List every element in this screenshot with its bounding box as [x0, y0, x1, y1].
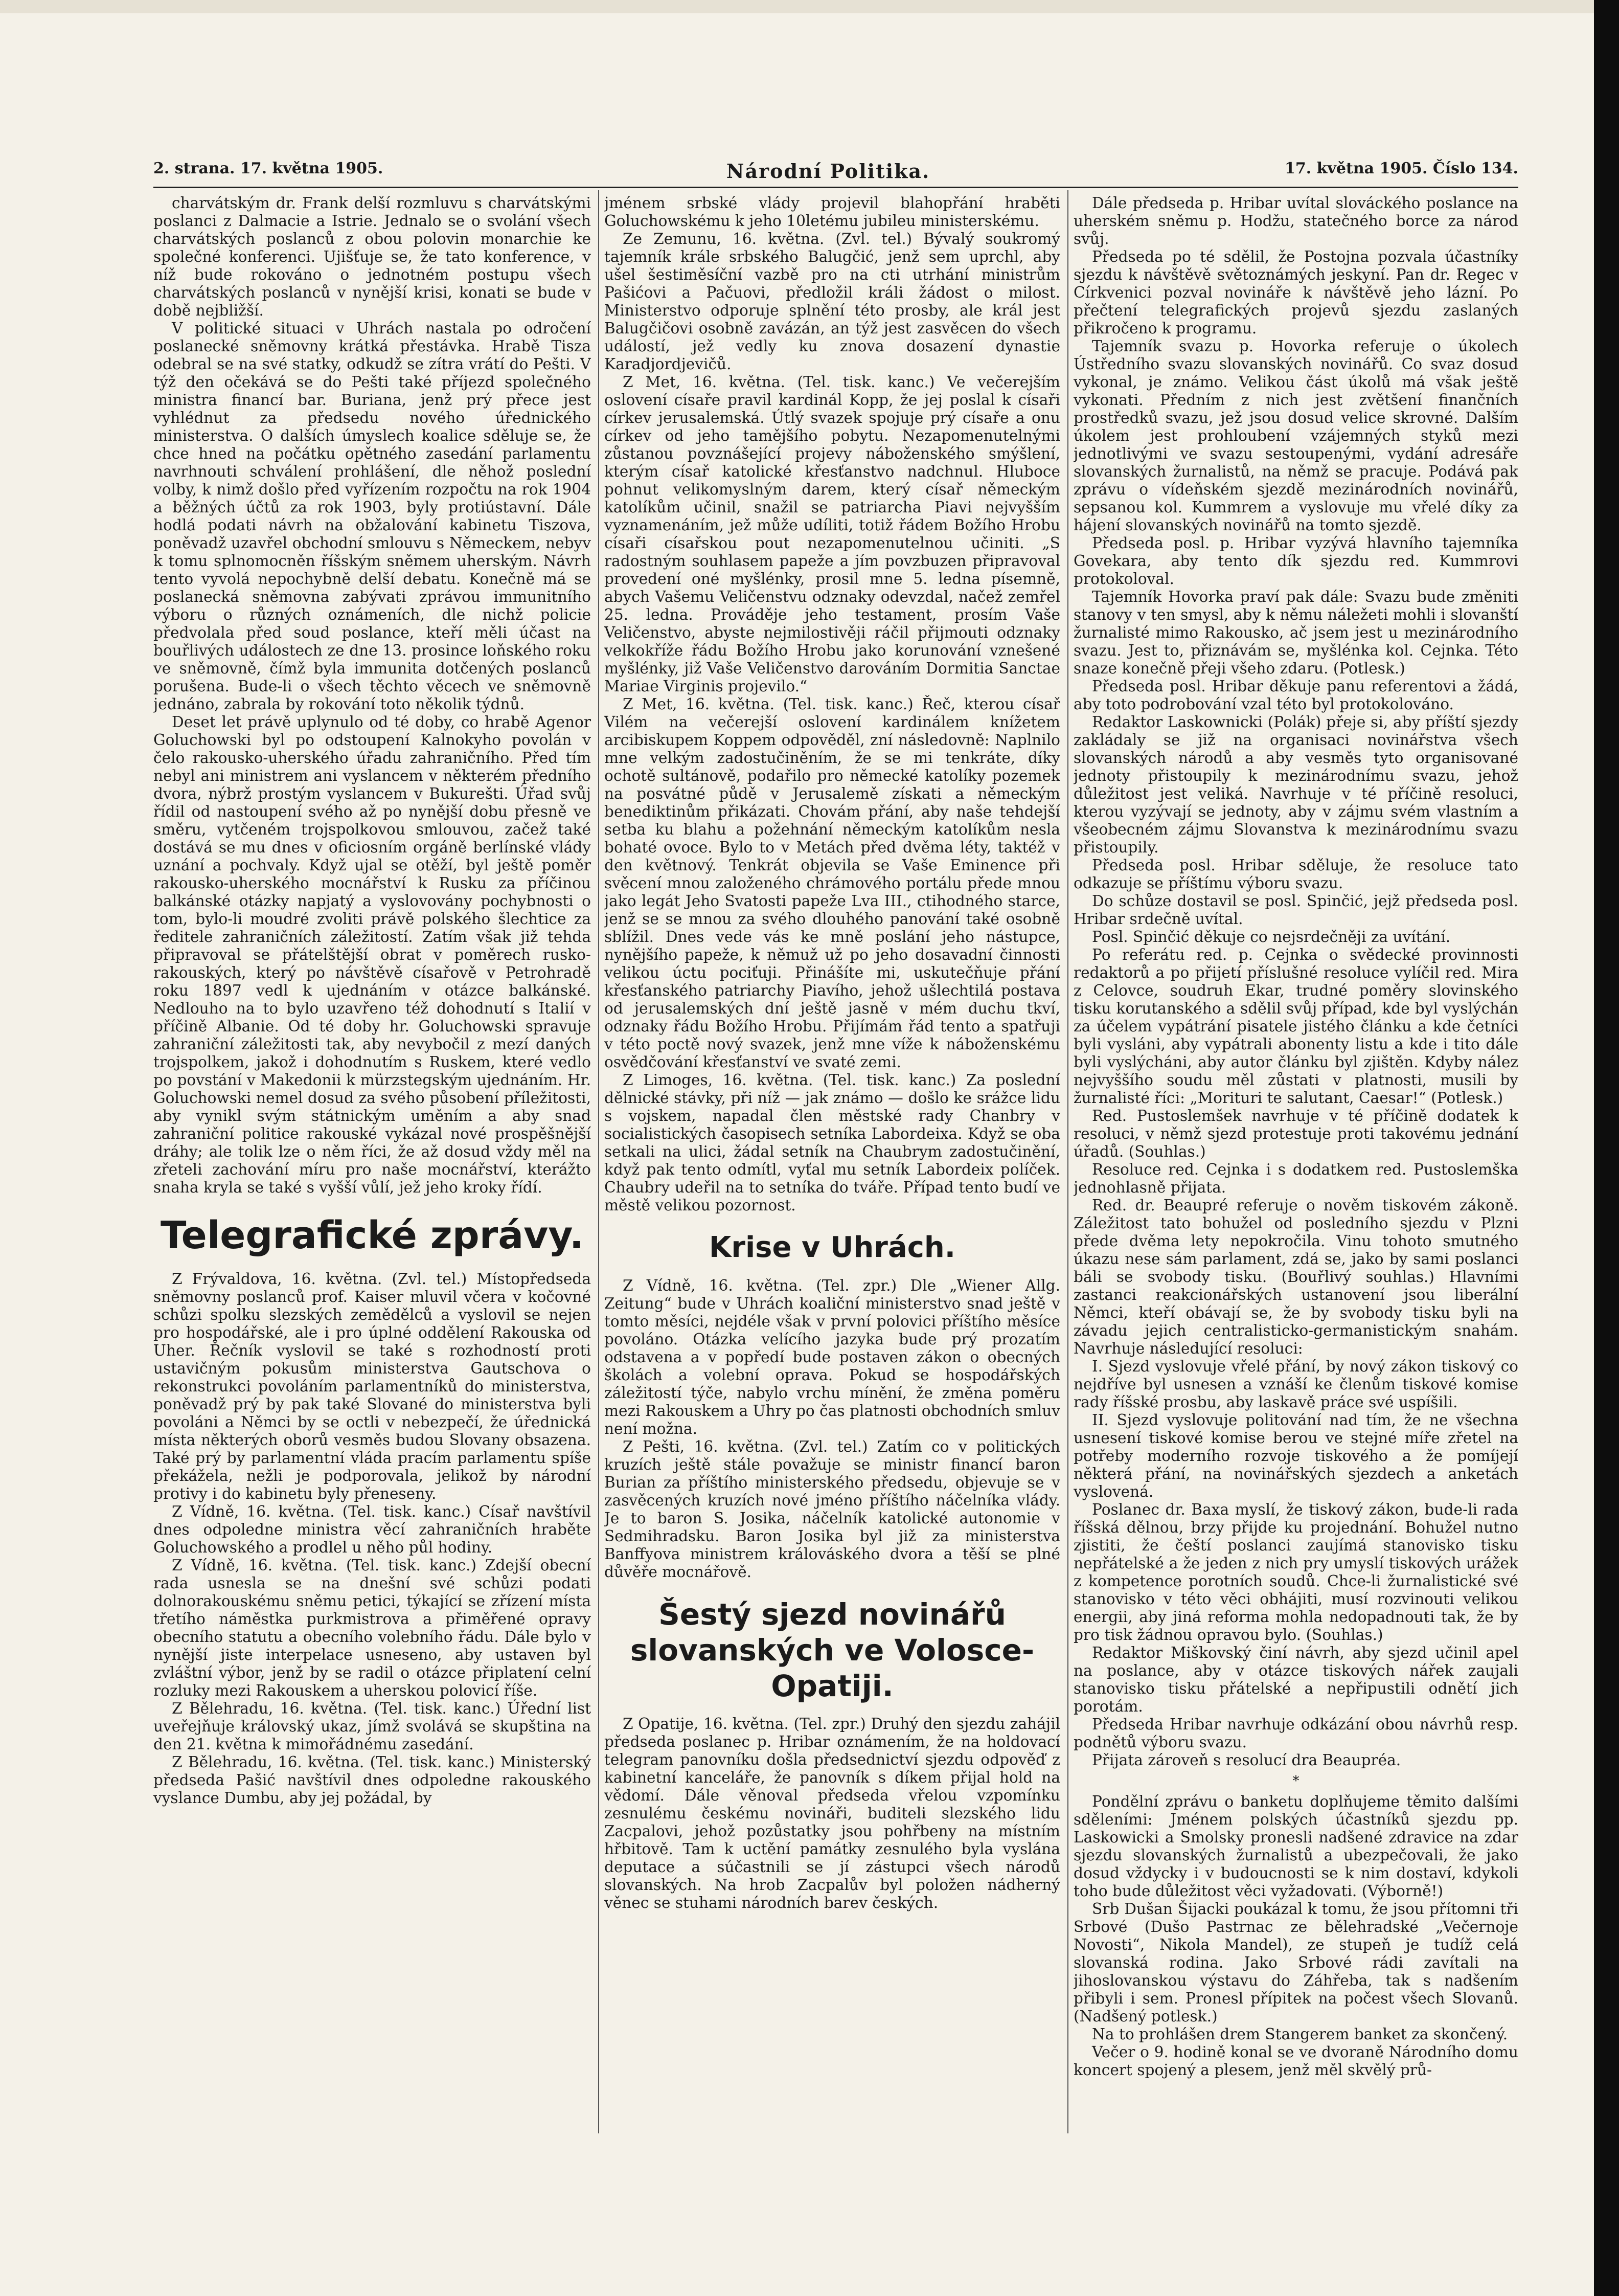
article-paragraph: Resoluce red. Cejnka i s dodatkem red. Pustoslemška jednohlasně přijata.: [1074, 1161, 1518, 1196]
article-paragraph: Předseda posl. Hribar děkuje panu referentovi a žádá, aby toto podrobování vzal této byl protokolováno.: [1074, 678, 1518, 713]
article-paragraph: Deset let právě uplynulo od té doby, co hrabě Agenor Goluchowski byl po odstoupení Kalnokyho povolán v čelo rakousko-uherského úřadu zahraničního. Před tím nebyl ani ministrem ani vyslancem v některém předního dvora, nýbrž prostým vyslancem v Bukurešti. Úřad svůj řídil od nastoupení svého až po nynější dobu přesně ve směru, vytčeném trojspolkovou smlouvou, začež také dostává se mu dnes v oficiosním orgáně berlínské vlády uznání a pochvaly. Když ujal se otěží, byl ještě poměr rakousko-uherského mocnářství k Rusku za příčinou balkánské otázky napjatý a vyslovovány pochybnosti o tom, bylo-li moudré zvoliti právě polského šlechtice za ředitele zahraničních záležitostí. Zatím však již tehda připravoval se přátelštější obrat v poměrech rusko-rakouských, který po návštěvě císařově v Petrohradě roku 1897 vedl k ujednáním v otázce balkánské. Nedlouho na to bylo uzavřeno též dohodnutí s Italií v příčině Albanie. Od té doby hr. Goluchowski spravuje zahraniční záležitosti tak, aby nevybočil z mezí daných trojspolkem, jakož i dohodnutím s Ruskem, které vedlo po povstání v Makedonii k mürzstegským ujednáním. Hr. Goluchowski nemel dosud za svého působení příležitosti, aby vynikl svým státnickým uměním a aby snad zahraniční politice rakouské vykázal nové prospěšnější dráhy; ale tolik lze o něm říci, že až dosud vždy měl na zřeteli zachování míru pro naše mocnářství, kterážto snaha kryla se také s vyšší vůlí, jež jeho kroky řídí.: [153, 713, 591, 1196]
article-paragraph: Předseda posl. Hribar sděluje, že resoluce tato odkazuje se příštímu výboru svazu.: [1074, 857, 1518, 892]
article-paragraph: I. Sjezd vyslovuje vřelé přání, by nový zákon tiskový co nejdříve byl usnesen a vznáší ke členům tiskové komise rady říšské prosbu, aby laskavě práce své uspíšili.: [1074, 1358, 1518, 1411]
column-1: [153, 194, 591, 2132]
article-paragraph: V politické situaci v Uhrách nastala po odročení poslanecké sněmovny krátká přestávka. Hrabě Tisza odebral se na své statky, odkudž se zítra vrátí do Pešti. V týž den očekává se do Pešti také příjezd společného ministra financí bar. Buriana, jenž prý přece jest vyhlédnut za předsedu nového úřednického ministerstva. O dalších úmyslech koalice sděluje se, že chce hned na počátku opětného zasedání parlamentu navrhnouti schválení prohlášení, dle něhož poslední volby, k nimž došlo před vyřízením rozpočtu na rok 1904 a běžných účtů za rok 1903, byly protiústavní. Dále hodlá podati návrh na obžalování kabinetu Tiszova, poněvadž uzavřel obchodní smlouvu s Německem, nebyv k tomu splnomocněn říšským sněmem uherským. Návrh tento vyvolá nepochybně delší debatu. Konečně má se poslanecká sněmovna zabývati zprávou immunitního výboru o různých oznámeních, dle nichž policie předvolala před soud poslance, kteří měli účast na bouřlivých událostech ze dne 13. prosince loňského roku ve sněmovně, čímž byla immunita dotčených poslanců porušena. Bude-li o všech těchto věcech ve sněmovně jednáno, zabrala by rokování toto několik týdnů.: [153, 320, 591, 713]
article-paragraph: jménem srbské vlády projevil blahopřání hraběti Goluchowskému k jeho 10letému jubileu ministerskému.: [604, 194, 1060, 230]
column-rule: [598, 190, 599, 2133]
section-heading: Šestý sjezd novinářů slovanských ve Volosce-Opatiji.: [630, 1597, 1035, 1703]
article-paragraph: Redaktor Miškovský činí návrh, aby sjezd učinil apel na poslance, aby v otázce tiskových nářek zaujali stanovisko tisku přátelské a nepřipustili odnětí jich porotám.: [1074, 1644, 1518, 1715]
section-separator-star: *: [1292, 1773, 1299, 1789]
article-paragraph: Přijata zároveň s resolucí dra Beaupréa.: [1092, 1751, 1401, 1769]
dispatch-paragraph: Z Frývaldova, 16. května. (Zvl. tel.) Místopředseda sněmovny poslanců prof. Kaiser mluvil včera v kočovné schůzi spolku slezských zemědělců a vyslovil se nejen pro hospodářské, ale i pro úplné oddělení Rakouska od Uher. Řečník vyslovil se také s rozhodností proti ustavičným pokusům ministerstva Gautschova o rekonstrukci povoláním parlamentníků do ministerstva, poněvadž prý by pak také Slované do ministerstva byli povoláni a Němci by se octli v nebezpečí, že úřednická místa některých oborů vesměs budou Slovany obsazena. Také prý by parlamentní vláda pracím parlamentu spíše překážela, nežli je podporovala, jelikož by národní protivy i do kabinetu byly přeneseny.: [153, 1270, 591, 1502]
scan-top-edge: [0, 0, 1594, 13]
dispatch-paragraph: Z Vídně, 16. května. (Tel. tisk. kanc.) Zdejší obecní rada usnesla se na dnešní své schůzi podati dolnorakouskému sněmu petici, týkající se zřízení místa třetího náměstka purkmistrova a přiměřené opravy obecního statutu a obecního volebního řádu. Dále bylo v nynější jiste interpelace usneseno, aby ustaven byl zvláštní výbor, jenž by se radil o otázce připlatení celní rozluky mezi Rakouskem a uherskou polovicí říše.: [153, 1557, 591, 1699]
section-heading: Telegrafické zprávy.: [161, 1213, 584, 1257]
dispatch-paragraph: Z Bělehradu, 16. května. (Tel. tisk. kanc.) Ministerský předseda Pašić navštívil dnes odpoledne rakouského vyslance Dumbu, aby jej požádal, by: [153, 1753, 591, 1807]
dispatch-paragraph: Ze Zemunu, 16. května. (Zvl. tel.) Bývalý soukromý tajemník krále srbského Balugčić, jenž sem uprchl, aby ušel šestiměsíční vazbě pro na cti utrhání ministrům Pašićovi a Pačuovi, předložil králi žádost o milost. Ministerstvo odporuje splnění této prosby, ale král jest Balugčičovi osobně zavázán, an týž jest zasvěcen do všech událostí, jež vedly ku znova dosazení dynastie Karadjordjevičů.: [604, 230, 1060, 373]
article-paragraph: Tajemník svazu p. Hovorka referuje o úkolech Ústředního svazu slovanských novinářů. Co svaz dosud vykonal, je známo. Velikou část úkolů má však ještě vykonati. Předním z nich jest zvětšení finančních prostředků svazu, jež jsou dosud velice skrovné. Dalším úkolem jest prohloubení vzájemných styků mezi jednotlivými ve svazu sestoupenými, vydání adresáře slovanských žurnalistů, na němž se pracuje. Podává pak zprávu o vídeňském sjezdě mezinárodních novinářů, sepsanou kol. Kummrem a vyslovuje mu vřelé díky za hájení slovanských novinářů na tomto sjezdě.: [1074, 337, 1518, 534]
article-paragraph: Po referátu red. p. Cejnka o svědecké provinnosti redaktorů a po přijetí příslušné resoluce vylíčil red. Mira z Celovce, soudruh Ekar, trudné poměry slovinského tisku korutanského a sdělil svůj případ, kde byl vyslýchán za účelem vypátrání pisatele jistého článku a kde četníci byli vysláni, aby vypátrali abonenty listu a kde i tito dále byli vyslýcháni, aby autor článku byl zjištěn. Kdyby nález nejvyššího soudu měl zůstati v platnosti, musili by žurnalisté říci: „Morituri te salutant, Caesar!“ (Potlesk.): [1074, 946, 1518, 1107]
article-paragraph: Na to prohlášen drem Stangerem banket za skončený.: [1092, 2025, 1508, 2043]
article-paragraph: Tajemník Hovorka praví pak dále: Svazu bude změniti stanovy v ten smysl, aby k němu náležeti mohli i slovanští žurnalisté mimo Rakousko, ač jsem jest u mezinárodního svazu. Jest to, přiznávám se, myšlénka kol. Cejnka. Této snaze konečně přeji všeho zdaru. (Potlesk.): [1074, 588, 1518, 677]
dispatch-paragraph: Z Limoges, 16. května. (Tel. tisk. kanc.) Za poslední dělnické stávky, při níž — jak známo — došlo ke srážce lidu s vojskem, napadal člen městské rady Chanbry v socialistických časopisech setníka Labordeixa. Když se oba setkali na ulici, žádal setník na Chaubrym zadostučinění, když pak tento odmítl, vyťal mu setník Labordeix políček. Chaubry udeřil na to setníka do tváře. Případ tento budí ve městě velikou pozornost.: [604, 1071, 1060, 1214]
article-paragraph: II. Sjezd vyslovuje politování nad tím, že ne všechna usnesení tiskové komise berou ve stejné míře zřetel na potřeby moderního rozvoje tiskového a že pomíjejí některá přání, na novinářských sjezdech a anketách vyslovená.: [1074, 1411, 1518, 1500]
dispatch-paragraph: Z Met, 16. května. (Tel. tisk. kanc.) Řeč, kterou císař Vilém na večerejší oslovení kardinálem knížetem arcibiskupem Koppem odpověděl, zní následovně: Naplnilo mne velkým zadostučiněním, že se mi tenkráte, díky ochotě sultánově, podařilo pro německé katolíky pozemek na posvátné půdě v Jerusalemě získati a německým benediktinům přikázati. Chovám přání, aby naše tehdejší setba ku blahu a požehnání německým katolíkům nesla bohaté ovoce. Bylo to v Metách před dvěma léty, taktéž v den květnový. Tenkrát objevila se Vaše Eminence při svěcení mnou založeného chrámového portálu přede mnou jako legát Jeho Svatosti papeže Lva III., ctihodného starce, jenž se se mnou za svého dlouhého panování také osobně sblížil. Dnes vede vás ke mně poslání jeho nástupce, nynějšího papeže, k němuž už po jeho dosavadní činnosti velikou úctu pociťuji. Přinášíte mi, uskutečňuje přání křesťanského patriarchy Piavího, jehož ušlechtilá postava od jerusalemských dní ještě jasně v mém duchu tkví, odznaky řádu Božího Hrobu. Přijímám řád tento a spatřuji v této poctě nový svazek, jenž mne víže k náboženskému osvědčování křesťanství ve svaté zemi.: [604, 695, 1060, 1071]
newspaper-title: Národní Politika.: [726, 160, 930, 183]
article-paragraph: Red. dr. Beaupré referuje o nověm tiskovém zákoně. Záležitost tato bohužel od posledního sjezdu v Plzni přede dvěma lety nepokročila. Vinu tohoto smutného úkazu nese sám parlament, zdá se, jako by sami poslanci báli se svobody tisku. (Bouřlivý souhlas.) Hlavními zastanci reakcionářských ustanovení jsou liberální Němci, kteří obávají se, že by svobody tisku byli na závadu jejich centralisticko-germanistickým snahám. Navrhuje následující resoluci:: [1074, 1197, 1518, 1357]
article-paragraph: Red. Pustoslemšek navrhuje v té příčině dodatek k resoluci, v němž sjezd protestuje proti takovému jednání úřadů. (Souhlas.): [1074, 1107, 1518, 1160]
dispatch-paragraph: Z Opatije, 16. května. (Tel. zpr.) Druhý den sjezdu zahájil předseda poslanec p. Hribar oznámením, že na holdovací telegram panovníku došla předsednictví sjezdu odpověď z kabinetní kanceláře, že panovník s díkem přijal hold na vědomí. Dále věnoval předseda vřelou vzpomínku zesnulému českému novináři, buditeli slezského lidu Zacpalovi, jehož pozůstatky jsou pohřbeny na místním hřbitově. Tam k uctění památky zesnulého byla vyslána deputace a súčastnili se jí zástupci všech národů slovanských. Na hrob Zacpalův byl položen nádherný věnec se stuhami národních barev českých.: [604, 1715, 1060, 1911]
dispatch-paragraph: Z Bělehradu, 16. května. (Tel. tisk. kanc.) Úřední list uveřejňuje královský ukaz, jímž svolává se skupština na den 21. května k mimořádnému zasedání.: [153, 1700, 591, 1753]
page-date: 2. strana. 17. května 1905.: [153, 160, 383, 177]
article-paragraph: Pondělní zprávu o banketu doplňujeme těmito dalšími sděleními: Jménem polských účastníků sjezdu pp. Laskowicki a Smolsky pronesli nadšené zdravice na zdar sjezdu slovanských žurnalistů a ubezpečovali, že jako dosud vždycky i v budoucnosti se k nim dostaví, kdykoli toho bude důležitost věci vyžadovati. (Výborně!): [1074, 1793, 1518, 1900]
section-heading: Krise v Uhrách.: [709, 1231, 956, 1264]
article-paragraph: Předseda po té sdělil, že Postojna pozvala účastníky sjezdu k návštěvě světoznámých jeskyní. Pan dr. Regec v Církvenici pozval novináře k návštěvě jeho lázní. Po přečtení telegrafických projevů sjezdu zaslaných přikročeno k programu.: [1074, 248, 1518, 337]
column-2: [604, 194, 1060, 2132]
article-paragraph: charvátským dr. Frank delší rozmluvu s charvátskými poslanci z Dalmacie a Istrie. Jednalo se o svolání všech charvátských poslanců z obou polovin monarchie ke společné konferenci. Ujišťuje se, že tato konference, v níž bude rokováno o jednotném postupu všech charvátských poslanců v nynější krisi, konati se bude v době nejbližší.: [153, 194, 591, 319]
column-rule: [1067, 190, 1068, 2133]
scan-right-edge: [1594, 0, 1619, 2296]
article-paragraph: Redaktor Laskownicki (Polák) přeje si, aby příští sjezdy zakládaly se již na organisaci novinářstva všech slovanských národů a aby vesměs tyto organisované jednoty přistoupily k mezinárodnímu svazu, jehož důležitost jest veliká. Navrhuje v té příčině resoluci, kterou vyzývají se jednoty, aby v zájmu svém vlastním a všeobecném zájmu Slovanstva k mezinárodnímu svazu přistoupily.: [1074, 713, 1518, 856]
dispatch-paragraph: Z Vídně, 16. května. (Tel. tisk. kanc.) Císař navštívil dnes odpoledne ministra věcí zahraničních hraběte Goluchowského a prodlel u něho půl hodiny.: [153, 1503, 591, 1556]
header-rule: [153, 187, 1518, 188]
issue-number: 17. května 1905. Číslo 134.: [1285, 160, 1518, 177]
dispatch-paragraph: Z Vídně, 16. května. (Tel. zpr.) Dle „Wiener Allg. Zeitung“ bude v Uhrách koaliční ministerstvo snad ještě v tomto měsíci, nejdéle však v první polovici příštího měsíce povoláno. Otázka velícího jazyka bude prý prozatím odstavena a v popředí bude postaven zákon o obecných školách a volební oprava. Pokud se hospodářských záležitostí týče, nabylo vrchu mínění, že změna poměru mezi Rakouskem a Uhry po čas platnosti obchodních smluv není možna.: [604, 1277, 1060, 1437]
article-paragraph: Dále předseda p. Hribar uvítal slováckého poslance na uherském sněmu p. Hodžu, statečného borce za národ svůj.: [1074, 194, 1518, 247]
article-paragraph: Posl. Spinčić děkuje co nejsrdečněji za uvítání.: [1092, 928, 1451, 946]
article-paragraph: Večer o 9. hodině konal se ve dvoraně Národního domu koncert spojený a plesem, jenž měl skvělý prů-: [1074, 2043, 1518, 2079]
column-3: [1074, 194, 1518, 2132]
dispatch-paragraph: Z Met, 16. května. (Tel. tisk. kanc.) Ve večerejším oslovení císaře pravil kardinál Kopp, že jej poslal k císaři církev jerusalemská. Útlý svazek spojuje prý císaře a onu církev od jeho tamějšího pobytu. Nezapomenutelnými zůstanou povznášející projevy náboženského smýšlení, kterým císař katolické křesťanstvo nadchnul. Hluboce pohnut velikomyslným darem, který císař německým katolíkům učinil, snažil se patriarcha Piavi nejvyšším vyznamenáním, jež může udíliti, totiž řádem Božího Hrobu císaři císařskou pout nezapomenutelnou učiniti. „S radostným souhlasem papeže a jím povzbuzen připravoval provedení oné myšlénky, prosil mne 5. ledna písemně, abych Vašemu Veličenstvu odznaky odevzdal, načež zemřel 25. ledna. Prováděje jeho testament, prosím Vaše Veličenstvo, abyste nejmilostivěji ráčil přijmouti odznaky velkokříže řádu Božího Hrobu jako korunování vznešené myšlénky, již Vaše Veličenstvo darováním Dormitia Sanctae Mariae Virginis projevilo.“: [604, 373, 1060, 695]
article-paragraph: Srb Dušan Šijacki poukázal k tomu, že jsou přítomni tři Srbové (Dušo Pastrnac ze bělehradské „Večernoje Novosti“, Nikola Mandel), ze stupeň je tudíž celá slovanská rodina. Jako Srbové rádi zavítali na jihoslovanskou výstavu do Záhřeba, tak s nadšením přibyli i sem. Pronesl přípitek na počest všech Slovanů. (Nadšený potlesk.): [1074, 1900, 1518, 2025]
dispatch-paragraph: Z Pešti, 16. května. (Zvl. tel.) Zatím co v politických kruzích ještě stále považuje se ministr financí baron Burian za příštího ministerského předsedu, objevuje se v zasvěcených kruzích nové jméno příštího náčelníka vlády. Je to baron S. Josika, náčelník katolické autonomie v Sedmihradsku. Baron Josika byl již za ministerstva Banffyova ministrem králováského dvora a těší se plné důvěře mocnářově.: [604, 1438, 1060, 1581]
article-paragraph: Předseda Hribar navrhuje odkázání obou návrhů resp. podnětů výboru svazu.: [1074, 1716, 1518, 1751]
article-paragraph: Do schůze dostavil se posl. Spinčić, jejž předseda posl. Hribar srdečně uvítal.: [1074, 892, 1518, 928]
article-paragraph: Poslanec dr. Baxa myslí, že tiskový zákon, bude-li rada říšská dělnou, brzy přijde ku projednání. Bohužel nutno zjistiti, že čeští poslanci zaujímá stanovisko tisku nepřátelské a že jeden z nich pry umyslí tiskových urážek z kompetence porotních soudů. Chce-li žurnalistické své stanovisko v této věci obhájiti, musí rozvinouti velikou energii, aby jiná reforma mohla nedopadnouti tak, že by pro tisk žádnou opravou bylo. (Souhlas.): [1074, 1501, 1518, 1644]
article-paragraph: Předseda posl. p. Hribar vyzývá hlavního tajemníka Govekara, aby tento dík sjezdu red. Kummrovi protokoloval.: [1074, 534, 1518, 588]
